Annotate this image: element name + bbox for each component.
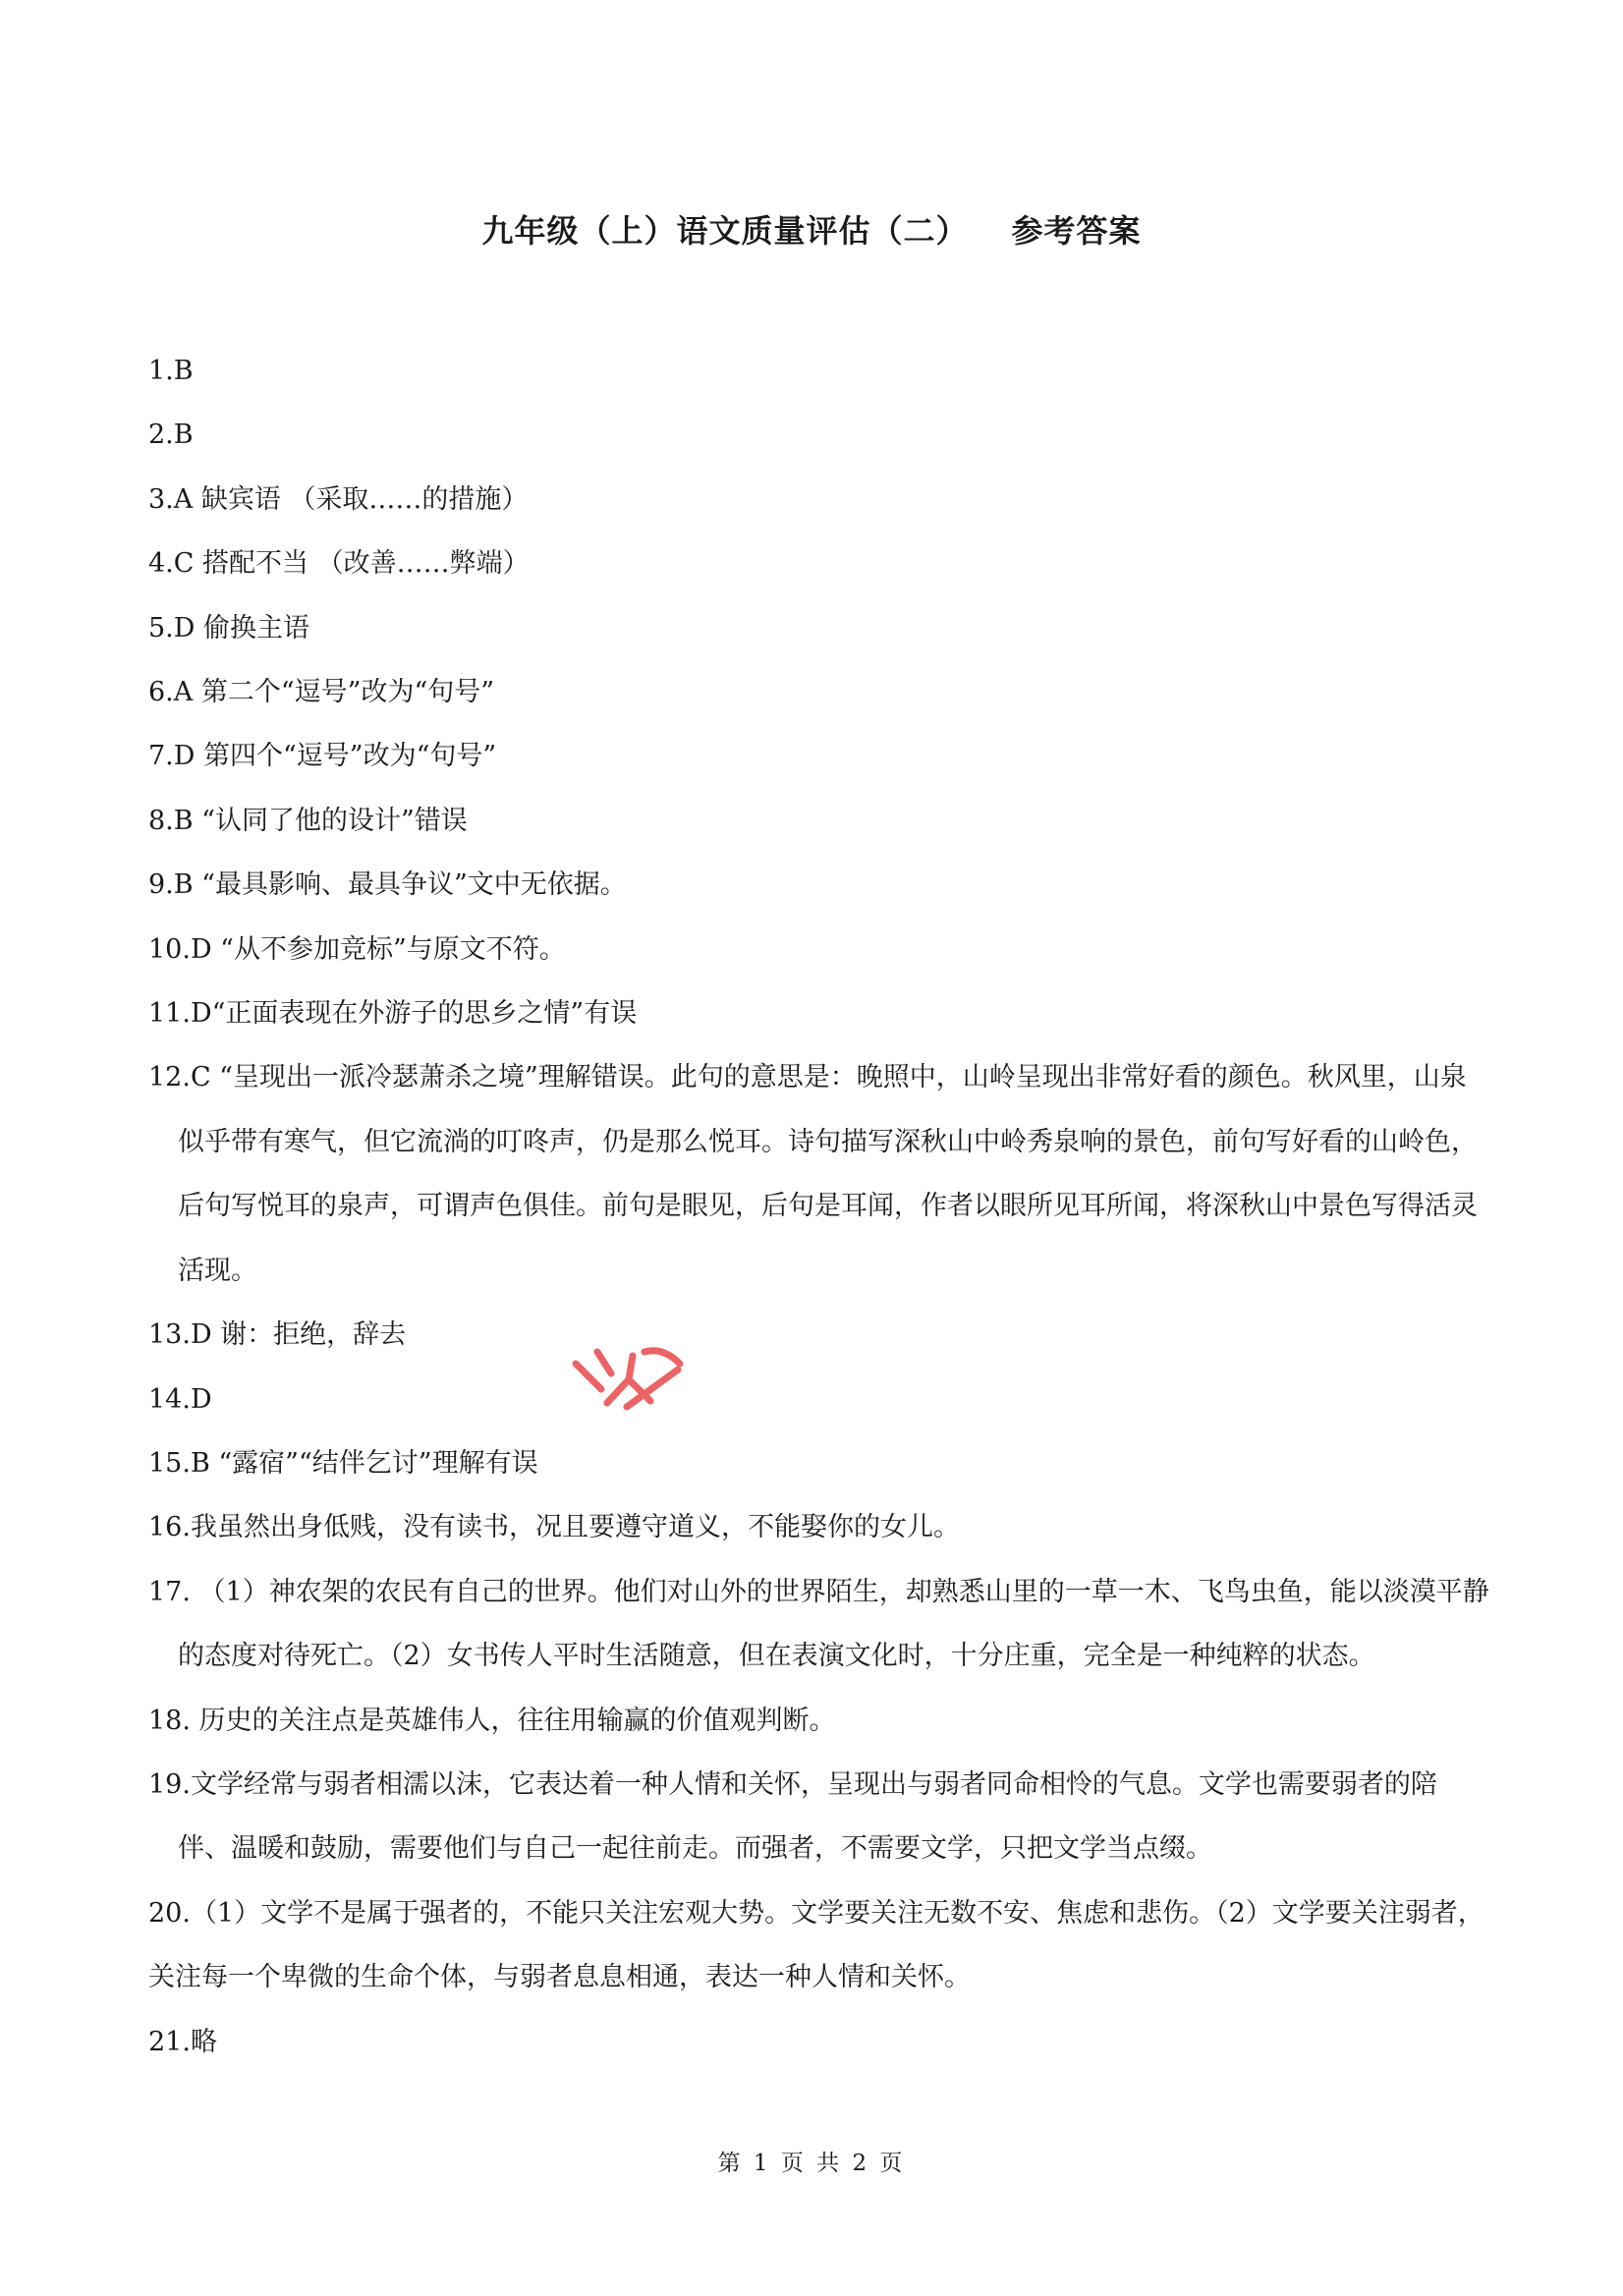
footer-prefix: 第 (717, 2151, 744, 2176)
answer-list (148, 339, 1489, 2074)
answer-item-11: 11.D“正面表现在外游子的思乡之情”有误 (148, 998, 638, 1030)
answer-item-21: 21.略 (148, 2026, 217, 2057)
answer-item-5: 5.D 偷换主语 (148, 612, 309, 644)
answer-item-7: 7.D 第四个“逗号”改为“句号” (148, 741, 497, 772)
answer-item-4: 4.C 搭配不当 （改善……弊端） (148, 548, 530, 580)
answer-item-17: 17. （1）神农架的农民有自己的世界。他们对山外的世界陌生，却熟悉山里的一草一木、飞鸟虫鱼，能以淡漠平静的态度对待死亡。（2）女书传人平时生活随意，但在表演文化时，十分庄重，完全是一种纯粹的状态。 (148, 1576, 1489, 1672)
answer-item-13: 13.D 谢：拒绝，辞去 (148, 1319, 407, 1351)
footer-page-number: 1 (753, 2151, 771, 2176)
answer-item-14: 14.D (148, 1383, 212, 1415)
answer-item-8: 8.B “认同了他的设计”错误 (148, 805, 468, 836)
page-footer (0, 2145, 1623, 2177)
answer-item-15: 15.B “露宿”“结伴乞讨”理解有误 (148, 1447, 538, 1479)
footer-total-pages: 2 (852, 2151, 870, 2176)
answer-item-20: 20.（1）文学不是属于强者的，不能只关注宏观大势。文学要关注无数不安、焦虑和悲伤。（2）文学要关注弱者，关注每一个卑微的生命个体，与弱者息息相通，表达一种人情和关怀。 (148, 1897, 1484, 1993)
answer-item-18: 18. 历史的关注点是英雄伟人，往往用输赢的价值观判断。 (148, 1705, 836, 1736)
answer-item-12: 12.C “呈现出一派冷瑟萧杀之境”理解错误。此句的意思是：晚照中，山岭呈现出非常好看的颜色。秋风里，山泉似乎带有寒气，但它流淌的叮咚声，仍是那么悦耳。诗句描写深秋山中岭秀泉响的景色，前句写好看的山岭色，后句写悦耳的泉声，可谓声色俱佳。前句是眼见，后句是耳闻，作者以眼所见耳所闻，将深秋山中景色写得活灵活现。 (148, 1062, 1478, 1286)
answer-item-9: 9.B “最具影响、最具争议”文中无依据。 (148, 869, 627, 901)
title-sub: 参考答案 (1011, 212, 1142, 250)
answer-item-19: 19.文学经常与弱者相濡以沫，它表达着一种人情和关怀，呈现出与弱者同命相怜的气息。文学也需要弱者的陪伴、温暖和鼓励，需要他们与自己一起往前走。而强者，不需要文学，只把文学当点缀。 (148, 1768, 1437, 1865)
page-title (0, 206, 1623, 252)
answer-item-6: 6.A 第二个“逗号”改为“句号” (148, 677, 495, 708)
answer-item-10: 10.D “从不参加竞标”与原文不符。 (148, 933, 566, 965)
answer-item-2: 2.B (148, 420, 194, 451)
footer-suffix: 页 (879, 2151, 906, 2176)
answer-item-1: 1.B (148, 356, 194, 386)
title-main: 九年级（上）语文质量评估（二） (481, 212, 969, 250)
answer-item-3: 3.A 缺宾语 （采取……的措施） (148, 483, 529, 515)
footer-middle: 页 共 (780, 2151, 843, 2176)
answer-item-16: 16.我虽然出身低贱，没有读书，况且要遵守道义，不能娶你的女儿。 (148, 1512, 960, 1543)
watermark-logo-icon (568, 1346, 690, 1413)
